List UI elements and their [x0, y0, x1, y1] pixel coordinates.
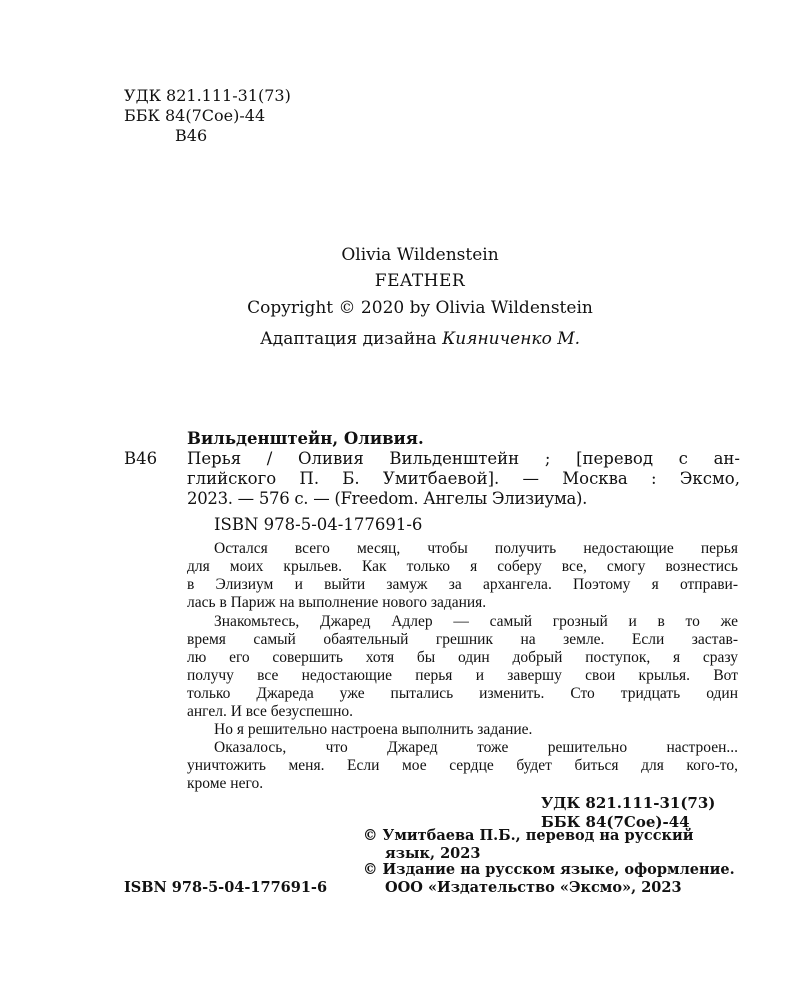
top-udk: УДК 821.111-31(73)	[124, 86, 291, 105]
description-line: ангел. И все безуспешно.	[187, 703, 354, 720]
catalog-heading: Вильденштейн, Оливия.	[187, 429, 424, 448]
top-bbk: ББК 84(7Сое)-44	[124, 106, 266, 125]
catalog-isbn: ISBN 978-5-04-177691-6	[214, 515, 423, 534]
copyright-translation-line: язык, 2023	[385, 845, 481, 862]
design-label: Адаптация дизайна	[259, 329, 437, 349]
description-line: Остался всего месяц, чтобы получить недостающие перья	[214, 540, 738, 557]
catalog-line: 2023. — 576 с. — (Freedom. Ангелы Элизиума).	[187, 489, 588, 508]
description-line: Оказалось, что Джаред тоже решительно настроен...	[214, 739, 738, 756]
catalog-mark: В46	[124, 449, 158, 468]
footer-isbn: ISBN 978-5-04-177691-6	[124, 879, 328, 896]
copyright-edition-line: ООО «Издательство «Эксмо», 2023	[385, 879, 682, 896]
description-line: уничтожить меня. Если мое сердце будет биться для кого-то,	[187, 757, 738, 774]
description-line: лю его совершить хотя бы один добрый поступок, я сразу	[187, 649, 738, 666]
top-author-mark: В46	[175, 126, 208, 145]
original-author: Olivia Wildenstein	[341, 245, 499, 265]
description-line: получу все недостающие перья и завершу свои крылья. Вот	[187, 667, 738, 684]
copyright-translation-line: © Умитбаева П.Б., перевод на русский	[363, 827, 694, 844]
description-line: Но я решительно настроена выполнить задание.	[214, 721, 533, 738]
description-line: кроме него.	[187, 775, 264, 792]
design-author: Кияниченко М.	[442, 329, 581, 349]
original-title: FEATHER	[374, 271, 466, 291]
copyright-edition-line: © Издание на русском языке, оформление.	[363, 861, 735, 878]
description-line: время самый обаятельный грешник на земле. Если застав-	[187, 631, 738, 648]
catalog-line: Перья / Оливия Вильденштейн ; [перевод с ан-	[187, 449, 740, 468]
bottom-bbk: ББК 84(7Сое)-44	[541, 813, 690, 831]
description-line: в Элизиум и выйти замуж за архангела. Поэтому я отправи-	[187, 576, 738, 593]
description-line: лась в Париж на выполнение нового задания.	[187, 594, 487, 611]
description-line: только Джареда уже пытались изменить. Сто тридцать один	[187, 685, 738, 702]
catalog-line: глийского П. Б. Умитбаевой]. — Москва : Эксмо,	[187, 469, 740, 488]
original-copyright: Copyright © 2020 by Olivia Wildenstein	[247, 298, 593, 318]
description-line: Знакомьтесь, Джаред Адлер — самый грозный и в то же	[214, 613, 738, 630]
design-credit	[0, 329, 800, 349]
description-line: для моих крыльев. Как только я соберу все, смогу вознестись	[187, 558, 738, 575]
bottom-udk: УДК 821.111-31(73)	[541, 794, 716, 812]
